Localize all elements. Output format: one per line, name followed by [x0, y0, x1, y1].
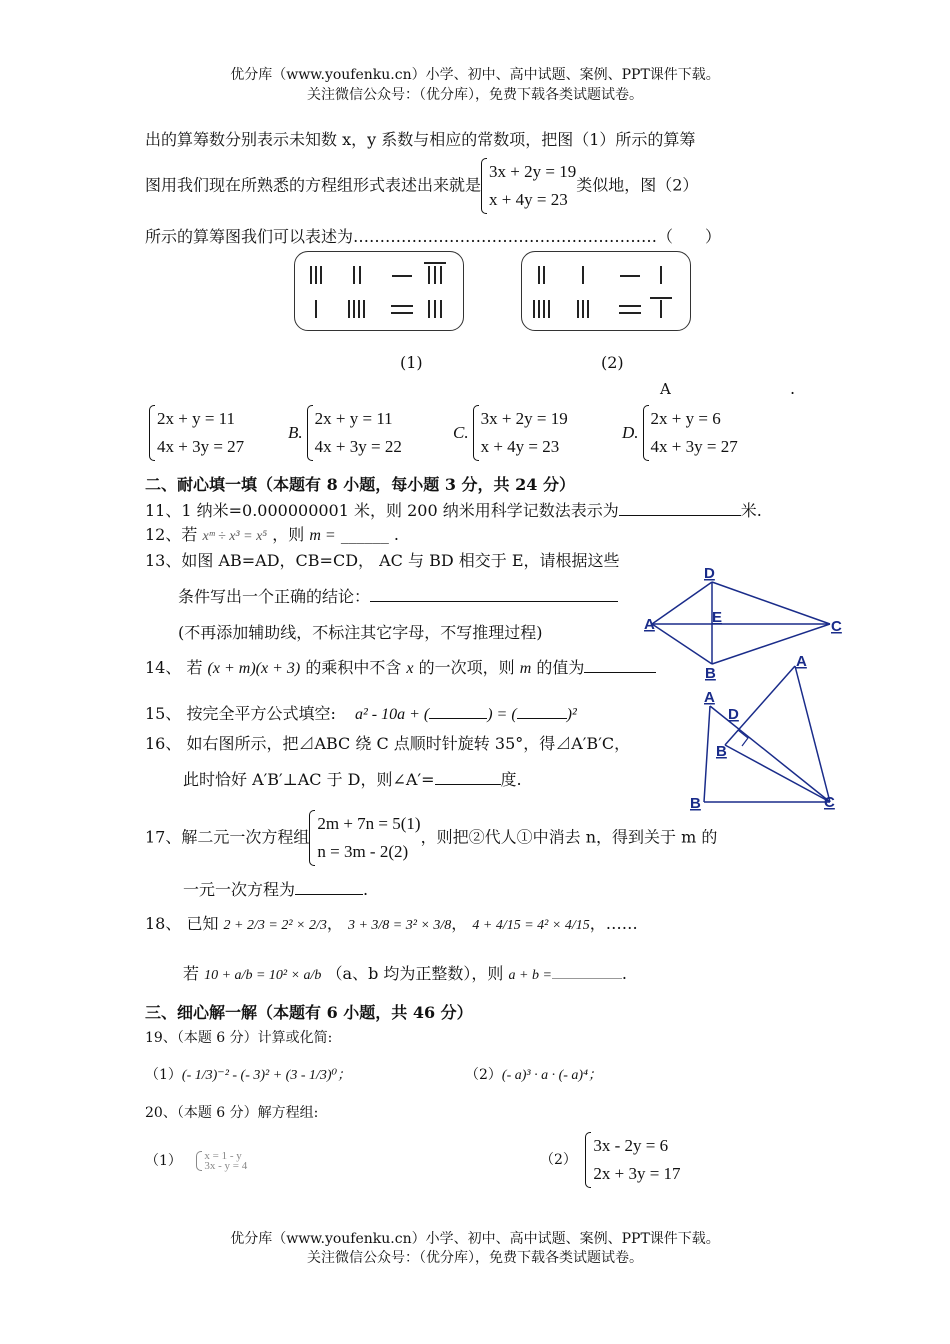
q13-line-3: (不再添加辅助线，不标注其它字母，不写推理过程)	[178, 623, 543, 642]
q10-option-c	[453, 405, 568, 461]
q18-blank[interactable]	[552, 962, 622, 979]
q14-mid: 的乘积中不含	[305, 658, 402, 677]
option-row: 2x + y = 11	[157, 409, 236, 428]
rod	[577, 300, 579, 318]
q18-term: 4 + 4/15 = 4² × 4/15	[472, 918, 590, 933]
option-row: 4x + 3y = 27	[157, 437, 245, 456]
rod	[392, 275, 412, 277]
option-row: 4x + 3y = 22	[314, 437, 402, 456]
header-line-2: 关注微信公众号：（优分库），免费下载各类试题试卷。	[307, 87, 643, 103]
option-label: B.	[288, 423, 303, 442]
option-label: D.	[622, 423, 639, 442]
q10-intro-text: 图用我们现在所熟悉的方程组形式表述出来就是	[145, 175, 482, 195]
option-label: C.	[453, 423, 469, 442]
segment-ad	[652, 582, 712, 624]
segment-b1c	[725, 745, 830, 802]
q14-m: m	[519, 660, 532, 677]
option-row: 2x + y = 6	[650, 409, 721, 428]
q18-term: 3 + 3/8 = 3² × 3/8	[347, 918, 452, 933]
section-3-title: 三、细心解一解（本题有 6 小题，共 46 分）	[145, 1003, 473, 1022]
segment-dc	[712, 582, 830, 624]
q17-line-2	[183, 878, 368, 901]
stray-dot: .	[790, 379, 796, 398]
rod	[363, 300, 365, 318]
rod	[310, 266, 312, 284]
q12-blank[interactable]: ______	[340, 525, 389, 544]
figure-q16	[690, 650, 850, 820]
q15-pre: 15、 按完全平方公式填空:	[145, 704, 336, 723]
q14-end: 的值为	[536, 658, 585, 677]
label-c: C	[824, 794, 835, 811]
rod	[548, 300, 550, 318]
q20-2-row: 3x - 2y = 6	[593, 1136, 669, 1155]
q10-option-a	[145, 405, 244, 461]
rod	[358, 300, 360, 318]
label-a-prime: A	[796, 653, 807, 670]
q16-blank[interactable]	[435, 768, 501, 785]
rod	[428, 300, 430, 318]
rod	[543, 266, 545, 284]
rod	[582, 266, 584, 284]
label-a: A	[644, 616, 655, 633]
rod	[587, 300, 589, 318]
q19-part-1	[145, 1064, 351, 1087]
q18-end: .	[621, 964, 627, 983]
q11	[145, 499, 762, 522]
rod	[434, 266, 436, 284]
rod	[543, 300, 545, 318]
footer-line-1: 优分库（www.youfenku.cn）小学、初中、高中试题、案例、PPT课件下载。	[230, 1231, 720, 1247]
q10-system-row-1: 3x + 2y = 19	[489, 162, 577, 181]
q10-system-row-2: x + 4y = 23	[489, 190, 568, 209]
q18: 18、 已知 2 + 2/3 = 2² × 2/3， 3 + 3/8 = 3² × 3/8， 4 + 4/15 = 4² × 4/15，……	[145, 914, 638, 933]
q18-line2-ab: a + b =	[508, 968, 552, 983]
rod	[424, 262, 446, 264]
rod	[434, 300, 436, 318]
q10-intro-line-2	[145, 158, 698, 214]
option-row: 4x + 3y = 27	[650, 437, 738, 456]
option-system	[643, 405, 738, 461]
q18-line2-expr: 10 + a/b = 10² × a/b	[204, 968, 322, 983]
q15-close: )²	[566, 706, 577, 723]
q14-mid2: 的一次项，则	[418, 658, 515, 677]
q15-eq: ) = (	[487, 706, 517, 723]
q12-end: .	[393, 525, 399, 544]
q19-2-label: （2）	[465, 1067, 502, 1083]
q17-blank[interactable]	[295, 878, 363, 895]
q12-m: m =	[309, 527, 336, 544]
label-d: D	[704, 565, 715, 582]
q18-line2-mid: （a、b 均为正整数），则	[326, 964, 504, 983]
rod	[315, 300, 317, 318]
option-row: x + 4y = 23	[480, 437, 560, 456]
q17-pre: 17、解二元一次方程组	[145, 827, 310, 847]
q13-blank[interactable]	[370, 585, 618, 602]
q14-x: x	[406, 660, 414, 677]
rod	[620, 275, 640, 277]
q15-blank-2[interactable]	[517, 690, 567, 719]
q13-line-2	[178, 585, 618, 608]
label-a: A	[704, 689, 715, 706]
q18-dots: ，……	[589, 914, 638, 933]
q20-part-1	[145, 1150, 247, 1172]
q16-line-2	[183, 768, 522, 791]
q11-end: 米.	[740, 501, 762, 520]
rod	[440, 300, 442, 318]
option-system	[473, 405, 568, 461]
q20-part-2	[540, 1132, 681, 1188]
q17-system	[309, 810, 420, 866]
q15-blank-1[interactable]	[429, 690, 487, 719]
q10-option-b	[288, 405, 402, 461]
q20-2-label: （2）	[540, 1152, 577, 1168]
option-system	[149, 405, 244, 461]
q17-row: 2m + 7n = 5(1)	[317, 814, 421, 833]
rod	[440, 266, 442, 284]
q19-2-expr: (- a)³ · a · (- a)⁴；	[501, 1068, 602, 1083]
q19: 19、（本题 6 分）计算或化简:	[145, 1030, 333, 1046]
option-row: 3x + 2y = 19	[480, 409, 568, 428]
q20-1-row: 3x - y = 4	[204, 1160, 248, 1172]
q14-pre: 14、 若	[145, 658, 203, 677]
q16-line-1: 16、 如右图所示，把⊿ABC 绕 C 点顺时针旋转 35°，得⊿A′B′C，	[145, 734, 631, 753]
q14	[145, 656, 656, 680]
q17	[145, 810, 717, 866]
q15-expr: a² - 10a + (	[354, 706, 430, 723]
q19-part-2	[465, 1064, 602, 1087]
q10-option-d	[622, 405, 738, 461]
q17-end: .	[363, 880, 369, 899]
section-2-title: 二、耐心填一填（本题有 8 小题，每小题 3 分，共 24 分）	[145, 475, 575, 494]
rod	[391, 305, 413, 307]
rod	[353, 266, 355, 284]
q10-intro-line-3: 所示的算筹图我们可以表述为…………………………………………………（ ）	[145, 227, 722, 246]
rod	[428, 266, 430, 284]
option-row: 2x + y = 11	[314, 409, 393, 428]
segment-a1c	[795, 666, 830, 802]
rod	[619, 312, 641, 314]
label-b-prime: B	[716, 743, 727, 760]
q12-expr: xᵐ ÷ x³ = x⁵	[202, 529, 268, 544]
q20: 20、（本题 6 分）解方程组:	[145, 1105, 319, 1121]
q20-1-system	[196, 1151, 247, 1171]
footer-line-2: 关注微信公众号：（优分库），免费下载各类试题试卷。	[307, 1250, 643, 1266]
q12-post: ，则	[272, 525, 305, 544]
q13-text: 条件写出一个正确的结论：	[178, 587, 371, 606]
rod	[391, 312, 413, 314]
rod	[660, 266, 662, 284]
rod	[619, 305, 641, 307]
label-d: D	[728, 706, 739, 723]
rod	[315, 266, 317, 284]
q17-post: ，则把②代人①中消去 n，得到关于 m 的	[420, 827, 718, 847]
rod	[650, 297, 672, 299]
rod	[320, 266, 322, 284]
q12-pre: 12、若	[145, 525, 198, 544]
label-b: B	[705, 665, 716, 682]
q20-1-row: x = 1 - y	[204, 1150, 242, 1162]
rod	[533, 300, 535, 318]
rod	[582, 300, 584, 318]
q14-expr: (x + m)(x + 3)	[207, 660, 301, 677]
q19-1-expr: (- 1/3)⁻² - (- 3)² + (3 - 1/3)⁰；	[181, 1068, 352, 1083]
rod	[538, 300, 540, 318]
rod	[348, 300, 350, 318]
rod-figure-2	[521, 251, 691, 331]
fig1-label: (1)	[400, 353, 423, 372]
q18-line2-pre: 若	[183, 964, 200, 983]
q20-2-row: 2x + 3y = 17	[593, 1164, 681, 1183]
rod	[359, 266, 361, 284]
rod	[660, 300, 662, 318]
q20-2-system	[585, 1132, 680, 1188]
q16-end: 度.	[500, 770, 522, 789]
q15	[145, 690, 577, 726]
q12	[145, 524, 399, 548]
q17-text: 一元一次方程为	[183, 880, 296, 899]
rod	[353, 300, 355, 318]
q18-line-2	[183, 962, 627, 987]
q10-intro-line-1: 出的算筹数分别表示未知数 x，y 系数与相应的常数项，把图（1）所示的算筹	[145, 130, 696, 149]
q18-term: 2 + 2/3 = 2² × 2/3	[223, 918, 327, 933]
q19-1-label: （1）	[145, 1067, 182, 1083]
option-system	[307, 405, 402, 461]
q10-intro-text-b: 类似地，图（2）	[576, 175, 699, 195]
q13-line-1: 13、如图 AB=AD，CB=CD， AC 与 BD 相交于 E，请根据这些	[145, 551, 620, 570]
header-line-1: 优分库（www.youfenku.cn）小学、初中、高中试题、案例、PPT课件下载。	[230, 67, 720, 83]
stray-a: A	[660, 380, 671, 398]
rod	[538, 266, 540, 284]
label-c: C	[831, 618, 842, 635]
q10-system	[481, 158, 576, 214]
segment-ab	[704, 706, 710, 802]
q20-1-label: （1）	[145, 1153, 182, 1169]
fig2-label: (2)	[601, 353, 624, 372]
q11-blank[interactable]	[619, 499, 741, 516]
label-b: B	[690, 795, 701, 812]
q11-text: 11、1 纳米=0.000000001 米，则 200 纳米用科学记数法表示为	[145, 501, 619, 520]
q16-text: 此时恰好 A′B′⊥AC 于 D，则∠A′=	[183, 770, 435, 789]
q17-row: n = 3m - 2(2)	[317, 842, 409, 861]
label-e: E	[712, 609, 723, 626]
q18-pre: 18、 已知	[145, 914, 219, 933]
